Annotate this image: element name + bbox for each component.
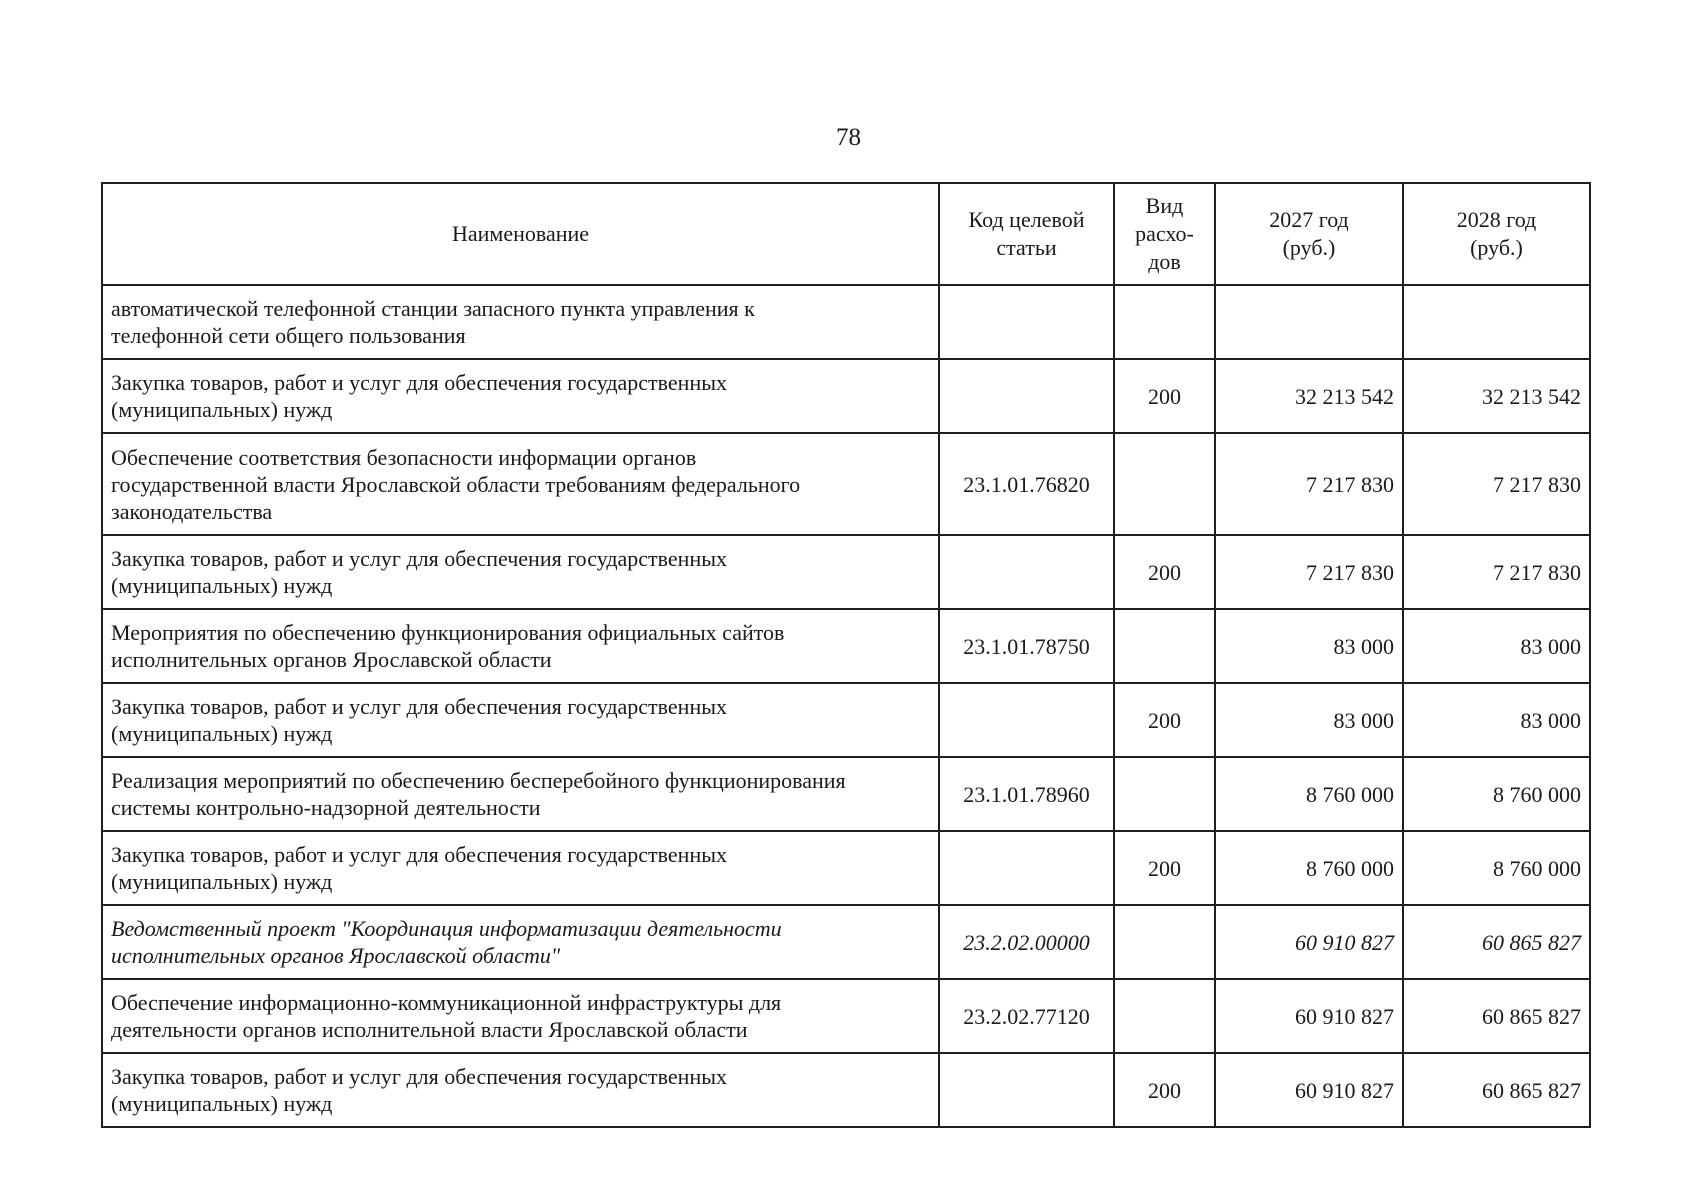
header-year-2027 bbox=[1215, 183, 1403, 285]
cell-code: 23.1.01.76820 bbox=[939, 433, 1114, 535]
cell-name-line: деятельности органов исполнительной власти Ярославской области bbox=[111, 1017, 748, 1042]
cell-2028 bbox=[1403, 285, 1590, 359]
cell-2027: 32 213 542 bbox=[1215, 359, 1403, 433]
table-row bbox=[102, 1053, 1590, 1127]
cell-name-line: (муниципальных) нужд bbox=[111, 573, 333, 598]
cell-name-line: телефонной сети общего пользования bbox=[111, 323, 466, 348]
cell-name bbox=[102, 905, 939, 979]
cell-name-line: системы контрольно-надзорной деятельности bbox=[111, 795, 541, 820]
cell-expense-type: 200 bbox=[1114, 683, 1215, 757]
header-code bbox=[939, 183, 1114, 285]
header-name: Наименование bbox=[102, 183, 939, 285]
cell-name-line: Закупка товаров, работ и услуг для обеспечения государственных bbox=[111, 694, 728, 719]
cell-name-line: Реализация мероприятий по обеспечению бесперебойного функционирования bbox=[111, 768, 846, 793]
cell-name bbox=[102, 831, 939, 905]
table-row bbox=[102, 535, 1590, 609]
cell-name bbox=[102, 979, 939, 1053]
header-year-line: (руб.) bbox=[1282, 235, 1336, 260]
cell-name-line: государственной власти Ярославской области требованиям федерального bbox=[111, 471, 801, 497]
table-row bbox=[102, 433, 1590, 535]
table-header-row bbox=[102, 183, 1590, 285]
cell-2027: 7 217 830 bbox=[1215, 535, 1403, 609]
header-year-line: (руб.) bbox=[1470, 235, 1523, 260]
cell-2028: 8 760 000 bbox=[1403, 757, 1590, 831]
cell-name bbox=[102, 433, 939, 535]
header-year-line: 2028 год bbox=[1456, 207, 1537, 232]
cell-2028: 32 213 542 bbox=[1403, 359, 1590, 433]
cell-2027: 83 000 bbox=[1215, 609, 1403, 683]
cell-code: 23.2.02.77120 bbox=[939, 979, 1114, 1053]
header-year-2028 bbox=[1403, 183, 1590, 285]
table-body bbox=[102, 285, 1590, 1127]
table-row bbox=[102, 757, 1590, 831]
cell-name-line: Обеспечение информационно-коммуникационной инфраструктуры для bbox=[111, 990, 782, 1015]
table-row bbox=[102, 905, 1590, 979]
cell-2027: 7 217 830 bbox=[1215, 433, 1403, 535]
cell-code bbox=[939, 535, 1114, 609]
cell-expense-type: 200 bbox=[1114, 535, 1215, 609]
cell-expense-type bbox=[1114, 609, 1215, 683]
page-number: 78 bbox=[836, 124, 861, 151]
cell-expense-type: 200 bbox=[1114, 831, 1215, 905]
cell-code bbox=[939, 831, 1114, 905]
cell-2028: 7 217 830 bbox=[1403, 433, 1590, 535]
cell-name bbox=[102, 535, 939, 609]
cell-name-line: законодательства bbox=[111, 498, 273, 524]
cell-name-line: Закупка товаров, работ и услуг для обеспечения государственных bbox=[111, 546, 728, 571]
cell-name-line: Мероприятия по обеспечению функционирования официальных сайтов bbox=[111, 620, 785, 645]
cell-2028: 83 000 bbox=[1403, 609, 1590, 683]
cell-name-line: (муниципальных) нужд bbox=[111, 397, 333, 422]
cell-name bbox=[102, 609, 939, 683]
cell-expense-type: 200 bbox=[1114, 359, 1215, 433]
cell-2028: 60 865 827 bbox=[1403, 1053, 1590, 1127]
cell-name-line: (муниципальных) нужд bbox=[111, 721, 333, 746]
header-code-line: Код целевой bbox=[968, 207, 1085, 232]
cell-expense-type bbox=[1114, 433, 1215, 535]
cell-name-line: исполнительных органов Ярославской области bbox=[111, 647, 552, 672]
cell-2028: 8 760 000 bbox=[1403, 831, 1590, 905]
cell-name-line: исполнительных органов Ярославской области" bbox=[111, 943, 561, 968]
cell-code: 23.2.02.00000 bbox=[939, 905, 1114, 979]
header-year-line: 2027 год bbox=[1269, 207, 1349, 232]
cell-2027: 83 000 bbox=[1215, 683, 1403, 757]
cell-name bbox=[102, 359, 939, 433]
cell-name-line: (муниципальных) нужд bbox=[111, 1091, 333, 1116]
table-row bbox=[102, 609, 1590, 683]
cell-code bbox=[939, 683, 1114, 757]
cell-2027 bbox=[1215, 285, 1403, 359]
cell-2027: 8 760 000 bbox=[1215, 831, 1403, 905]
table-row bbox=[102, 683, 1590, 757]
cell-name-line: автоматической телефонной станции запасного пункта управления к bbox=[111, 296, 755, 321]
cell-name-line: Закупка товаров, работ и услуг для обеспечения государственных bbox=[111, 842, 728, 867]
header-type bbox=[1114, 183, 1215, 285]
cell-code bbox=[939, 359, 1114, 433]
header-type-line: расхо- bbox=[1135, 221, 1194, 246]
cell-expense-type bbox=[1114, 285, 1215, 359]
cell-name-line: Закупка товаров, работ и услуг для обеспечения государственных bbox=[111, 370, 728, 395]
cell-2028: 60 865 827 bbox=[1403, 905, 1590, 979]
cell-2028: 7 217 830 bbox=[1403, 535, 1590, 609]
cell-name bbox=[102, 285, 939, 359]
cell-expense-type bbox=[1114, 979, 1215, 1053]
header-code-line: статьи bbox=[996, 235, 1057, 260]
cell-code bbox=[939, 1053, 1114, 1127]
cell-code bbox=[939, 285, 1114, 359]
cell-name bbox=[102, 683, 939, 757]
cell-expense-type bbox=[1114, 757, 1215, 831]
cell-expense-type: 200 bbox=[1114, 1053, 1215, 1127]
cell-name-line: Ведомственный проект "Координация информатизации деятельности bbox=[111, 916, 782, 941]
cell-2027: 60 910 827 bbox=[1215, 1053, 1403, 1127]
header-type-line: Вид bbox=[1145, 193, 1184, 218]
cell-2028: 60 865 827 bbox=[1403, 979, 1590, 1053]
cell-2027: 60 910 827 bbox=[1215, 979, 1403, 1053]
header-type-line: дов bbox=[1148, 249, 1181, 274]
cell-code: 23.1.01.78750 bbox=[939, 609, 1114, 683]
table-row bbox=[102, 285, 1590, 359]
cell-name bbox=[102, 1053, 939, 1127]
budget-table bbox=[101, 182, 1591, 1128]
cell-2027: 60 910 827 bbox=[1215, 905, 1403, 979]
table-row bbox=[102, 979, 1590, 1053]
cell-expense-type bbox=[1114, 905, 1215, 979]
cell-name bbox=[102, 757, 939, 831]
table-row bbox=[102, 359, 1590, 433]
cell-2028: 83 000 bbox=[1403, 683, 1590, 757]
cell-name-line: Закупка товаров, работ и услуг для обеспечения государственных bbox=[111, 1064, 728, 1089]
cell-2027: 8 760 000 bbox=[1215, 757, 1403, 831]
table-row bbox=[102, 831, 1590, 905]
cell-name-line: Обеспечение соответствия безопасности информации органов bbox=[111, 444, 697, 470]
cell-name-line: (муниципальных) нужд bbox=[111, 869, 333, 894]
cell-code: 23.1.01.78960 bbox=[939, 757, 1114, 831]
